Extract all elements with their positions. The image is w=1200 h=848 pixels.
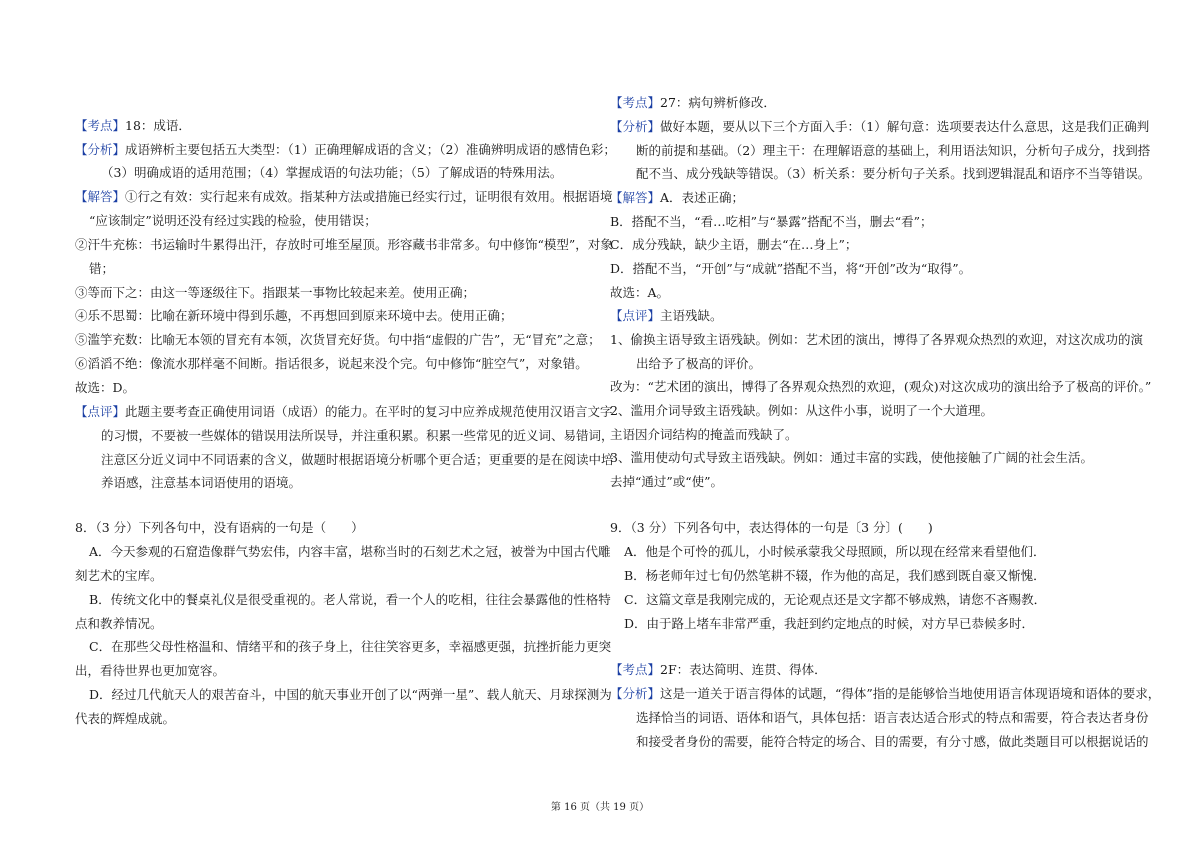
dianping-text: 注意区分近义词中不同语素的含义，做题时根据语境分析哪个更合适；更重要的是在阅读中培 — [101, 452, 614, 467]
question-9-stem: 9．（3 分）下列各句中，表达得体的一句是〔3 分〕( ) — [610, 520, 933, 535]
kaodian-line — [610, 661, 827, 679]
dianping-tag: 【点评】 — [75, 404, 126, 419]
jieda-text: ②汗牛充栋：书运输时牛累得出汗，存放时可堆至屋顶。形容藏书非常多。句中修饰“模型”，对象 — [75, 237, 613, 252]
kaodian-text: 27：病句辨析修改． — [660, 95, 776, 110]
dianping-text: 3、滥用使动句式导致主语残缺。例如：通过丰富的实践，使他接触了广阔的社会生活。 — [610, 450, 1093, 465]
kaodian-tag: 【考点】 — [75, 118, 126, 133]
kaodian-tag: 【考点】 — [610, 662, 661, 677]
jieda-text: B．搭配不当，“看…吃相”与“暴露”搭配不当，删去“看”； — [610, 214, 933, 229]
question-8-stem: 8．（3 分）下列各句中，没有语病的一句是（ ） — [75, 520, 364, 535]
q8-option-a: A．今天参观的石窟造像群气势宏伟，内容丰富，堪称当时的石刻艺术之冠，被誉为中国古代雕 — [89, 544, 611, 559]
dianping-text: 主语残缺。 — [660, 308, 723, 323]
q8-option-c-cont: 出，看待世界也更加宽容。 — [75, 663, 226, 678]
q8-option-b: B．传统文化中的餐桌礼仪是很受重视的。老人常说，看一个人的吃相，往往会暴露他的性格特 — [89, 592, 611, 607]
fenxi-tag: 【分析】 — [75, 142, 126, 157]
kaodian-line — [610, 94, 776, 112]
kaodian-tag: 【考点】 — [610, 95, 661, 110]
jieda-answer: 故选：A。 — [610, 285, 670, 300]
fenxi-text: 断的前提和基础。（2）理主干：在理解语意的基础上，利用语法知识，分析句子成分，找到搭 — [636, 143, 1151, 158]
jieda-line — [75, 188, 613, 206]
dianping-line — [75, 403, 613, 421]
kaodian-text: 2F：表达简明、连贯、得体． — [660, 662, 827, 677]
dianping-text: 养语感，注意基本词语使用的语境。 — [101, 475, 302, 490]
q8-option-d: D．经过几代航天人的艰苦奋斗，中国的航天事业开创了以“两弹一星”、载人航天、月球探测为 — [89, 687, 612, 702]
jieda-text: ③等而下之：由这一等逐级往下。指跟某一事物比较起来差。使用正确； — [75, 285, 476, 300]
q8-option-c: C．在那些父母性格温和、情绪平和的孩子身上，往往笑容更多，幸福感更强，抗挫折能力更突 — [89, 639, 612, 654]
fenxi-text: 和接受者身份的需要，能符合特定的场合、目的需要，有分寸感，做此类题目可以根据说话的 — [636, 734, 1149, 749]
fenxi-line — [75, 141, 616, 159]
dianping-text: 此题主要考查正确使用词语（成语）的能力。在平时的复习中应养成规范使用汉语言文字 — [125, 404, 613, 419]
jieda-text: ⑥滔滔不绝：像流水那样毫不间断。指话很多，说起来没个完。句中修饰“脏空气”，对象错。 — [75, 356, 588, 371]
fenxi-text: （3）明确成语的适用范围；（4）掌握成语的句法功能；（5）了解成语的特殊用法。 — [101, 165, 563, 180]
dianping-text: 改为：“艺术团的演出，博得了各界观众热烈的欢迎，(观众)对这次成功的演出给予了极高的评价。” — [610, 379, 1152, 394]
fenxi-line — [610, 118, 1149, 136]
jieda-text: ④乐不思蜀：比喻在新环境中得到乐趣，不再想回到原来环境中去。使用正确； — [75, 308, 513, 323]
dianping-text: 去掉“通过”或“使”。 — [610, 474, 724, 489]
dianping-line — [610, 307, 723, 325]
jieda-text: ①行之有效：实行起来有成效。指某种方法或措施已经实行过，证明很有效用。根据语境 — [125, 189, 613, 204]
jieda-answer: 故选：D。 — [75, 380, 136, 395]
dianping-text: 2、滥用介词导致主语残缺。例如：从这件小事，说明了一个大道理。 — [610, 403, 993, 418]
jieda-text: C．成分残缺，缺少主语，删去“在…身上”； — [610, 237, 858, 252]
fenxi-text: 这是一道关于语言得体的试题，“得体”指的是能够恰当地使用语言体现语境和语体的要求， — [660, 686, 1161, 701]
fenxi-text: 选择恰当的词语、语体和语气，具体包括：语言表达适合形式的特点和需要，符合表达者身份 — [636, 710, 1149, 725]
fenxi-line — [610, 685, 1160, 703]
jieda-text: ⑤滥竽充数：比喻无本领的冒充有本领，次货冒充好货。句中指“虚假的广告”，无“冒充”之意； — [75, 332, 601, 347]
q9-option-d: D．由于路上堵车非常严重，我赶到约定地点的时候，对方早已恭候多时． — [624, 616, 1035, 631]
jieda-text: A．表述正确； — [660, 190, 745, 205]
fenxi-text: 成语辨析主要包括五大类型：（1）正确理解成语的含义；（2）准确辨明成语的感情色彩； — [125, 142, 616, 157]
fenxi-tag: 【分析】 — [610, 686, 661, 701]
q9-option-a: A．他是个可怜的孤儿，小时候承蒙我父母照顾，所以现在经常来看望他们． — [624, 544, 1046, 559]
dianping-text: 1、偷换主语导致主语残缺。例如：艺术团的演出，博得了各界观众热烈的欢迎，对这次成功的演 — [610, 332, 1143, 347]
dianping-text: 主语因介词结构的掩盖而残缺了。 — [610, 427, 798, 442]
fenxi-text: 配不当、成分残缺等错误。（3）析关系：要分析句子关系。找到逻辑混乱和语序不当等错误。 — [636, 166, 1151, 181]
jieda-line — [610, 189, 744, 207]
jieda-text: “应该制定”说明还没有经过实践的检验，使用错误； — [89, 213, 377, 228]
q9-option-c: C．这篇文章是我刚完成的，无论观点还是文字都不够成熟，请您不吝赐教． — [624, 592, 1047, 607]
dianping-text: 出给予了极高的评价。 — [636, 356, 762, 371]
q9-option-b: B．杨老师年过七旬仍然笔耕不辍，作为他的高足，我们感到既自豪又惭愧． — [624, 568, 1046, 583]
kaodian-text: 18：成语． — [125, 118, 191, 133]
page-footer: 第 16 页（共 19 页） — [550, 802, 650, 813]
dianping-text: 的习惯，不要被一些媒体的错误用法所误导，并注重积累。积累一些常见的近义词、易错词， — [101, 428, 614, 443]
jieda-tag: 【解答】 — [75, 189, 126, 204]
q8-option-b-cont: 点和教养情况。 — [75, 616, 163, 631]
jieda-text: 错； — [89, 261, 115, 276]
fenxi-text: 做好本题，要从以下三个方面入手：（1）解句意：选项要表达什么意思，这是我们正确判 — [660, 119, 1150, 134]
jieda-tag: 【解答】 — [610, 190, 661, 205]
q8-option-a-cont: 刻艺术的宝库。 — [75, 568, 163, 583]
q8-option-d-cont: 代表的辉煌成就。 — [75, 711, 176, 726]
dianping-tag: 【点评】 — [610, 308, 661, 323]
fenxi-tag: 【分析】 — [610, 119, 661, 134]
kaodian-line — [75, 117, 191, 135]
jieda-text: D．搭配不当，“开创”与“成就”搭配不当，将“开创”改为“取得”。 — [610, 261, 972, 276]
